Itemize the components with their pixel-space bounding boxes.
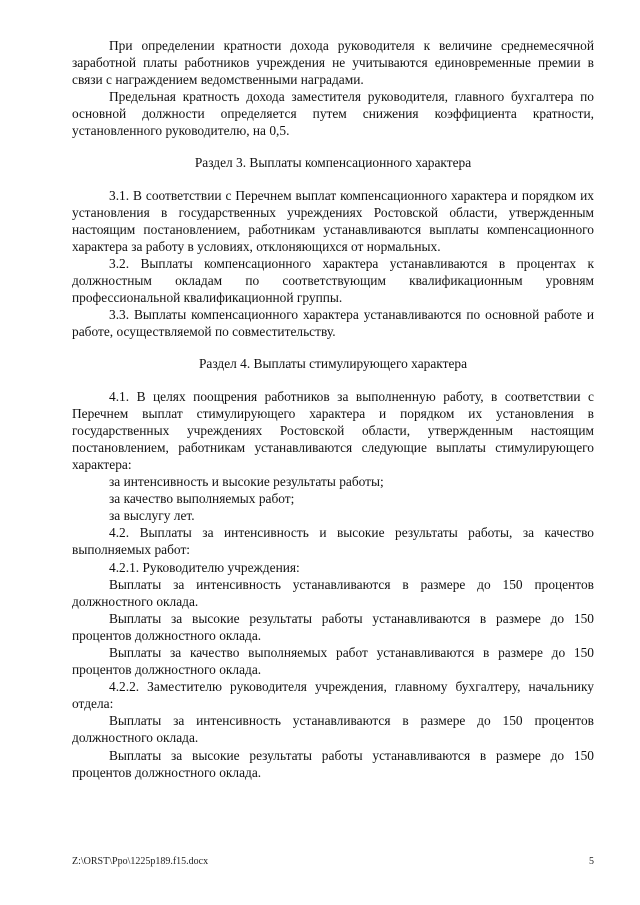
head-quality-payment: Выплаты за качество выполняемых работ устанавливаются в размере до 150 процентов должностного оклада.: [72, 645, 594, 678]
section-3-title: Раздел 3. Выплаты компенсационного характера: [194, 154, 472, 170]
list-item: за качество выполняемых работ;: [109, 491, 295, 507]
head-intensity-payment: Выплаты за интенсивность устанавливаются в размере до 150 процентов должностного оклада.: [72, 576, 594, 609]
section-4-2-2-title: 4.2.2. Заместителю руководителя учреждения, главному бухгалтеру, начальнику отдела:: [72, 679, 594, 712]
section-3-item-2: 3.2. Выплаты компенсационного характера устанавливаются в процентах к должностным окладам по соответствующим квалификационным уровням профессиональной квалификационной группы.: [72, 256, 594, 306]
section-4-title: Раздел 4. Выплаты стимулирующего характера: [198, 355, 468, 371]
section-4-2: 4.2. Выплаты за интенсивность и высокие результаты работы, за качество выполняемых работ:: [72, 525, 594, 558]
head-results-payment: Выплаты за высокие результаты работы устанавливаются в размере до 150 процентов должностного оклада.: [72, 610, 594, 643]
list-item: за интенсивность и высокие результаты работы;: [109, 474, 384, 490]
section-4-intro: 4.1. В целях поощрения работников за выполненную работу, в соответствии с Перечнем выплат стимулирующего характера и порядком их установления в государственных учреждениях Ростовской области, утвержденным настоящим постановлением, работникам устанавливаются следующие выплаты стимулирующего характера:: [72, 388, 594, 472]
section-3-item-1: 3.1. В соответствии с Перечнем выплат компенсационного характера и порядком их установления в государственных учреждениях Ростовской области, утвержденным настоящим постановлением, работникам устанавливаются выплаты компенсационного характера за работу в условиях, отклоняющихся от нормальных.: [72, 187, 594, 254]
deputy-results-payment: Выплаты за высокие результаты работы устанавливаются в размере до 150 процентов должностного оклада.: [72, 747, 594, 780]
document-body: [72, 37, 594, 781]
file-path: Z:\ORST\Ppo\1225p189.f15.docx: [72, 856, 209, 867]
list-item: за выслугу лет.: [109, 508, 195, 524]
paragraph-multiplicity: При определении кратности дохода руководителя к величине среднемесячной заработной платы работников учреждения не учитываются единовременные премии в связи с награждением ведомственными наградами.: [72, 38, 594, 88]
deputy-intensity-payment: Выплаты за интенсивность устанавливаются в размере до 150 процентов должностного оклада.: [72, 713, 594, 746]
paragraph-deputy-multiplicity: Предельная кратность дохода заместителя руководителя, главного бухгалтера по основной должности определяется путем снижения коэффициента кратности, установленного руководителю, на 0,5.: [72, 89, 594, 139]
section-4-2-1-title: 4.2.1. Руководителю учреждения:: [109, 559, 300, 575]
section-3-item-3: 3.3. Выплаты компенсационного характера устанавливаются по основной работе и работе, осуществляемой по совместительству.: [72, 307, 594, 340]
page-number: 5: [589, 856, 594, 867]
